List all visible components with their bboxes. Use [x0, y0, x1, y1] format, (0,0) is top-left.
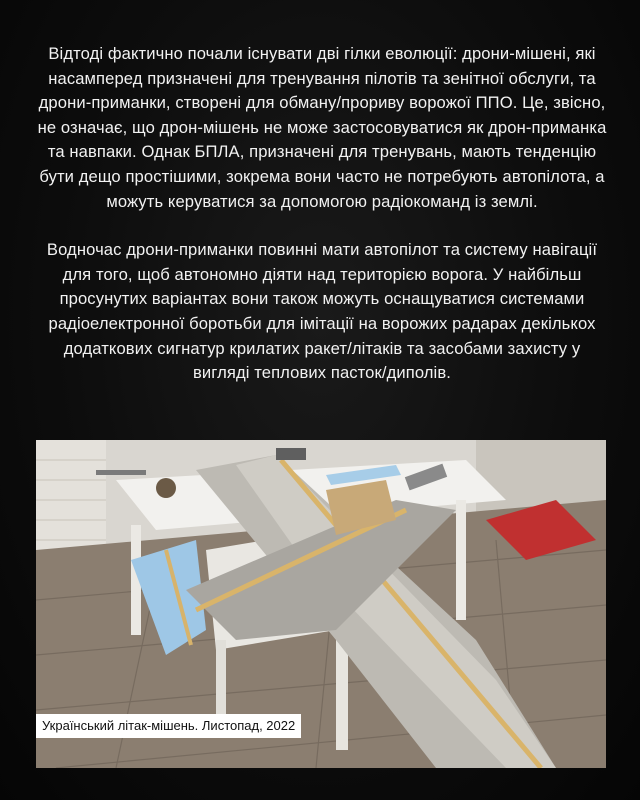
photo-caption: Український літак-мішень. Листопад, 2022	[36, 714, 301, 738]
paragraph-2: Водночас дрони-приманки повинні мати автопілот та систему навігації для того, щоб автономно діяти над територією ворога. У найбільш просунутих варіантах вони також можуть оснащуватися системами радіоелектронної боротьби для імітації на ворожих радарах декількох додаткових сигнатур крилатих ракет/літаків та засобами захисту у вигляді теплових пасток/диполів.	[46, 240, 598, 383]
article-text	[36, 42, 608, 386]
paragraph-1: Відтоді фактично почали існувати дві гілки еволюції: дрони-мішені, які насамперед призначені для тренування пілотів та зенітної обслуги, та дрони-приманки, створені для обману/прориву ворожої ППО. Це, звісно, не означає, що дрон-мішень не може застосовуватися як дрон-приманка та навпаки. Однак БПЛА, призначені для тренувань, мають тенденцію бути дещо простішими, зокрема вони часто не потребують автопілота, а можуть керуватися за допомогою радіокоманд із землі.	[37, 44, 607, 211]
